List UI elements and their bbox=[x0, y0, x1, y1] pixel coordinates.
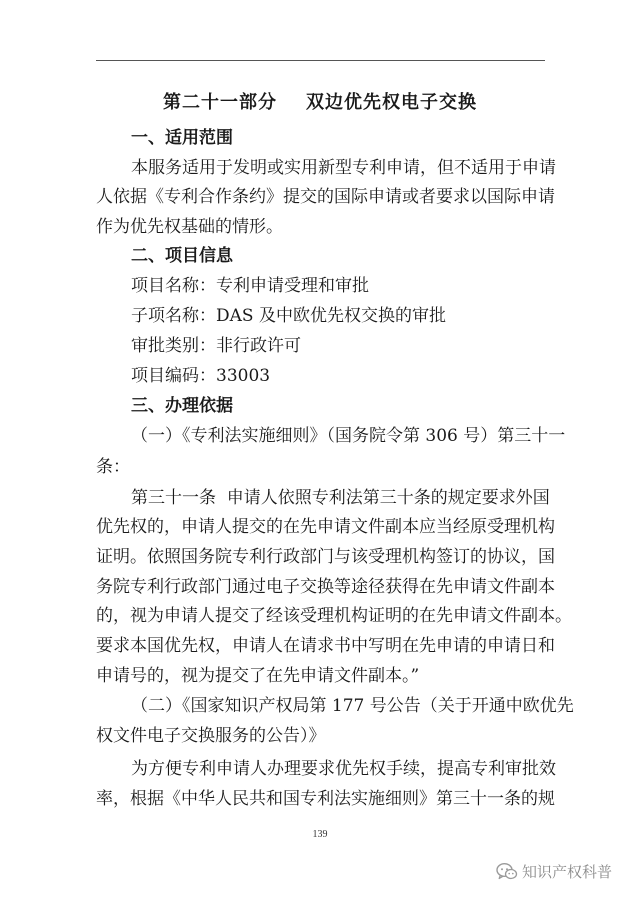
paragraph-line: 人依据《专利合作条约》提交的国际申请或者要求以国际申请 bbox=[96, 187, 555, 207]
project-name: 项目名称：专利申请受理和审批 bbox=[131, 276, 369, 296]
paragraph-line: 的，视为申请人提交了经该受理机构证明的在先申请文件副本。 bbox=[96, 606, 572, 626]
paragraph-line: 本服务适用于发明或实用新型专利申请，但不适用于申请 bbox=[131, 158, 556, 178]
project-code: 项目编码：33003 bbox=[131, 366, 271, 386]
wechat-icon bbox=[496, 862, 518, 882]
paragraph-line: 第三十一条 申请人依照专利法第三十条的规定要求外国 bbox=[131, 488, 550, 508]
paragraph-line: 要求本国优先权，申请人在请求书中写明在先申请的申请日和 bbox=[96, 636, 555, 656]
paragraph-line: 务院专利行政部门通过电子交换等途径获得在先申请文件副本 bbox=[96, 577, 555, 597]
section-heading-legal-basis: 三、办理依据 bbox=[131, 396, 233, 416]
section-heading-project-info: 二、项目信息 bbox=[131, 246, 233, 266]
paragraph-line: 作为优先权基础的情形。 bbox=[96, 217, 283, 237]
page-title: 第二十一部分 双边优先权电子交换 bbox=[162, 92, 478, 113]
paragraph-line: 申请号的，视为提交了在先申请文件副本。” bbox=[96, 666, 420, 686]
subitem-name: 子项名称：DAS 及中欧优先权交换的审批 bbox=[131, 306, 446, 326]
page-number: 139 bbox=[312, 829, 328, 840]
paragraph-line: （一）《专利法实施细则》（国务院令第 306 号）第三十一 bbox=[131, 426, 566, 446]
approval-category: 审批类别：非行政许可 bbox=[131, 336, 301, 356]
paragraph-line: 条： bbox=[96, 457, 130, 477]
watermark bbox=[496, 861, 612, 882]
section-heading-scope: 一、适用范围 bbox=[131, 128, 233, 148]
paragraph-line: 优先权的，申请人提交的在先申请文件副本应当经原受理机构 bbox=[96, 517, 555, 537]
watermark-text: 知识产权科普 bbox=[522, 863, 613, 881]
paragraph-line: （二）《国家知识产权局第 177 号公告（关于开通中欧优先 bbox=[131, 696, 574, 716]
header-rule bbox=[96, 60, 545, 61]
paragraph-line: 证明。依照国务院专利行政部门与该受理机构签订的协议，国 bbox=[96, 547, 555, 567]
paragraph-line: 权文件电子交换服务的公告）》 bbox=[96, 726, 326, 746]
paragraph-line: 为方便专利申请人办理要求优先权手续，提高专利审批效 bbox=[131, 759, 556, 779]
paragraph-line: 率，根据《中华人民共和国专利法实施细则》第三十一条的规 bbox=[96, 789, 555, 809]
